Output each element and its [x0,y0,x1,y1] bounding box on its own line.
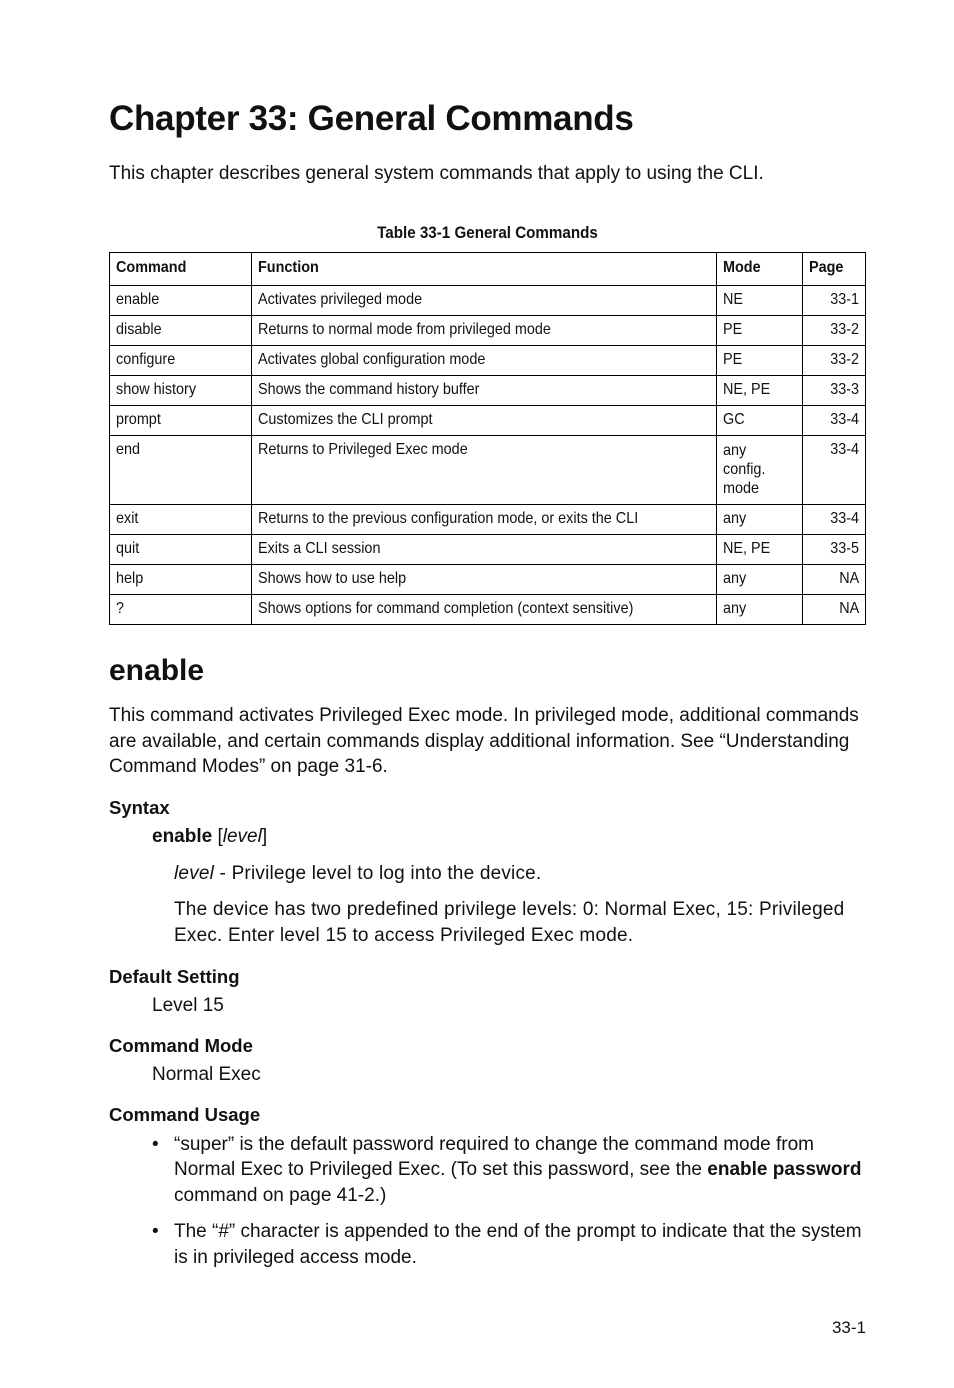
cell-page: 33-4 [803,436,866,505]
syntax-line [152,825,866,849]
syntax-open-bracket: [ [212,825,223,847]
cell-command: exit [110,505,252,535]
cell-command: help [110,565,252,595]
param-desc-text: - Privilege level to log into the device. [214,862,542,884]
page-number: 33-1 [831,1318,866,1337]
cell-command: enable [110,286,252,316]
command-usage-list [109,1132,866,1271]
cell-function: Returns to the previous configuration mode, or exits the CLI [252,505,716,535]
cell-mode: NE [716,286,803,316]
table-row [110,595,866,625]
bullet-icon: • [152,1133,159,1155]
list-item [109,1219,866,1270]
default-setting-value: Level 15 [152,994,224,1016]
cell-mode: NE, PE [716,535,803,565]
table-row [110,346,866,376]
section-description: This command activates Privileged Exec mode. In privileged mode, additional commands are available, and certain commands display additional information. See “Understanding Command Modes” on page 31-6. [109,705,859,777]
cell-page: 33-4 [803,406,866,436]
general-commands-table [109,252,866,625]
header-function: Function [252,253,716,286]
header-page: Page [803,253,866,286]
bullet-icon: • [152,1221,159,1242]
cell-function: Returns to normal mode from privileged mode [252,316,716,346]
usage-item-text: “super” is the default password required to change the command mode from Normal Exec to Privileged Exec. (To set this password, see the [174,1133,814,1180]
cell-command: disable [110,316,252,346]
usage-item-text: The “#” character is appended to the end of the prompt to indicate that the system is in privileged access mode. [174,1221,862,1268]
table-row [110,286,866,316]
cell-mode: NE, PE [716,376,803,406]
header-command: Command [110,253,252,286]
table-row [110,436,866,505]
table-body [110,286,866,625]
table-row [110,505,866,535]
cell-function: Shows how to use help [252,565,716,595]
cell-page: NA [803,595,866,625]
cell-function: Shows the command history buffer [252,376,716,406]
table-row [110,565,866,595]
cell-page: 33-3 [803,376,866,406]
cell-command: show history [110,376,252,406]
cell-page: 33-5 [803,535,866,565]
cell-mode: any [716,565,803,595]
syntax-command: enable [152,825,213,847]
cell-page: NA [803,565,866,595]
cell-mode: any [716,505,803,535]
usage-item-text-end: command on page 41-2.) [174,1184,387,1206]
syntax-heading: Syntax [109,796,170,818]
document-page [109,96,866,1281]
section-title: enable [109,654,205,687]
cell-mode: any [716,595,803,625]
cell-function: Activates global configuration mode [252,346,716,376]
cell-page: 33-2 [803,316,866,346]
cell-command: end [110,436,252,505]
usage-item-bold: enable password [707,1159,862,1180]
syntax-param: level [222,825,262,847]
cell-command: quit [110,535,252,565]
list-item [109,1132,866,1209]
cell-mode: PE [716,316,803,346]
table-row [110,316,866,346]
command-mode-value: Normal Exec [152,1063,261,1085]
default-setting-heading: Default Setting [109,965,240,987]
cell-function: Shows options for command completion (context sensitive) [252,595,716,625]
cell-command: ? [110,595,252,625]
cell-mode: GC [716,406,803,436]
cell-page: 33-1 [803,286,866,316]
chapter-title: Chapter 33: General Commands [109,99,634,138]
cell-function: Customizes the CLI prompt [252,406,716,436]
table-row [110,406,866,436]
table-header-row [110,253,866,286]
cell-mode: any config. mode [716,436,803,505]
cell-command: configure [110,346,252,376]
cell-function: Returns to Privileged Exec mode [252,436,716,505]
cell-page: 33-2 [803,346,866,376]
cell-function: Exits a CLI session [252,535,716,565]
param-name: level [174,862,215,884]
cell-function: Activates privileged mode [252,286,716,316]
header-mode: Mode [716,253,803,286]
chapter-intro: This chapter describes general system commands that apply to using the CLI. [109,163,764,184]
table-row [110,376,866,406]
param-note: The device has two predefined privilege levels: 0: Normal Exec, 15: Privileged Exec. Enter level 15 to access Privileged Exec mode. [174,898,845,946]
cell-mode: PE [716,346,803,376]
cell-page: 33-4 [803,505,866,535]
cell-command: prompt [110,406,252,436]
table-caption: Table 33-1 General Commands [377,224,598,242]
table-row [110,535,866,565]
command-mode-heading: Command Mode [109,1034,253,1056]
syntax-close-bracket: ] [261,825,268,847]
param-description [174,861,866,887]
command-usage-heading: Command Usage [109,1103,261,1125]
